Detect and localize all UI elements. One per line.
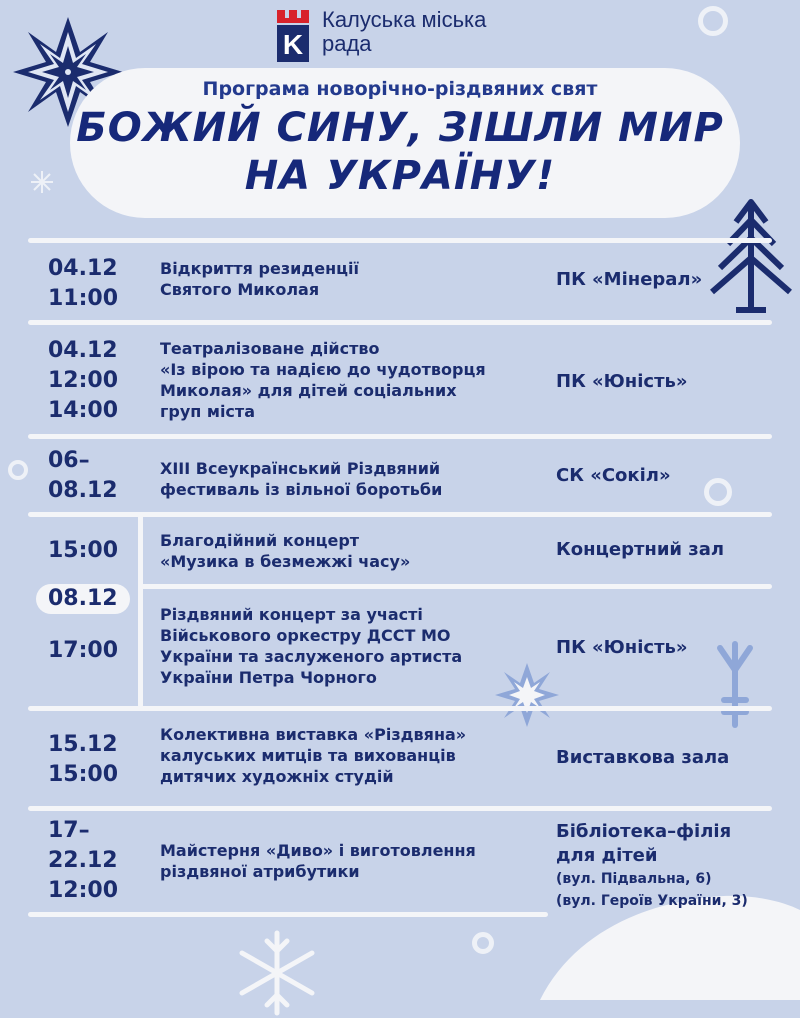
event-description — [160, 840, 476, 882]
text-line: різдвяної атрибутики — [160, 862, 360, 881]
text-line: 06– — [48, 448, 90, 473]
event-venue — [556, 538, 724, 562]
text-line: для дітей — [556, 845, 658, 866]
text-line: Миколая» для дітей соціальних — [160, 381, 457, 400]
event-venue — [556, 464, 671, 488]
text-line: 22.12 — [48, 848, 118, 873]
text-line: Святого Миколая — [160, 280, 320, 299]
event-venue — [556, 636, 688, 660]
event-description — [160, 604, 462, 688]
event-description — [160, 258, 359, 300]
logo-letter: K — [282, 29, 304, 60]
text-line: 15:00 — [48, 762, 119, 787]
title-line-1: БОЖИЙ СИНУ, ЗІШЛИ МИР — [76, 105, 724, 151]
text-line: фестиваль із вільної боротьби — [160, 480, 443, 499]
row-divider — [28, 434, 772, 439]
column-divider — [138, 512, 143, 708]
row-divider — [28, 238, 772, 243]
row-divider — [28, 320, 772, 325]
ring-ornament-icon — [698, 6, 728, 36]
event-date — [48, 446, 118, 506]
title-line-2: НА УКРАЇНУ! — [244, 153, 556, 199]
event-description — [160, 338, 486, 422]
event-description — [160, 724, 466, 787]
text-line: Майстерня «Диво» і виготовлення — [160, 841, 476, 860]
ring-ornament-icon — [472, 932, 494, 954]
text-line: Військового оркестру ДССТ МО — [160, 626, 451, 645]
text-line: Благодійний концерт — [160, 531, 360, 550]
event-time — [48, 536, 118, 566]
text-line: 17– — [48, 818, 90, 843]
text-line: 12:00 — [48, 878, 119, 903]
page-title — [0, 104, 800, 200]
christmas-tree-icon — [706, 192, 796, 320]
ring-ornament-icon — [704, 478, 732, 506]
text-line: 04.12 — [48, 338, 118, 363]
page-subtitle: Програма новорічно-різдвяних свят — [202, 78, 598, 100]
text-line: XIII Всеукраїнський Різдвяний — [160, 459, 441, 478]
text-line: України Петра Чорного — [160, 668, 377, 687]
org-line-2: рада — [322, 31, 372, 56]
snowflake-icon — [232, 928, 322, 1018]
shared-date-badge — [36, 584, 130, 614]
text-line: СК «Сокіл» — [556, 465, 671, 486]
event-venue — [556, 746, 729, 770]
text-line: дитячих художніх студій — [160, 767, 394, 786]
text-line: Концертний зал — [556, 539, 725, 560]
star-ornament-icon — [492, 660, 562, 730]
row-divider — [140, 584, 772, 589]
org-line-1: Калуська міська — [322, 7, 487, 32]
city-council-logo — [275, 8, 311, 64]
row-divider — [28, 806, 772, 811]
event-date — [48, 730, 118, 790]
wheat-ornament-icon — [710, 640, 760, 730]
text-line: 04.12 — [48, 256, 118, 281]
event-venue — [556, 370, 688, 394]
event-venue — [556, 820, 748, 912]
text-line: Виставкова зала — [556, 747, 730, 768]
text-line: «Із вірою та надією до чудотворця — [160, 360, 486, 379]
text-line: України та заслуженого артиста — [160, 647, 463, 666]
event-date — [48, 336, 118, 426]
event-description — [160, 530, 410, 572]
text-line: ПК «Мінерал» — [556, 269, 703, 290]
text-line: 14:00 — [48, 398, 119, 423]
text-line: 11:00 — [48, 286, 119, 311]
city-council-name — [322, 8, 486, 56]
text-line: груп міста — [160, 402, 255, 421]
text-line: 08.12 — [48, 478, 118, 503]
text-line: (вул. Підвальна, 6) — [556, 871, 712, 887]
text-line: калуських митців та вихованців — [160, 746, 456, 765]
text-line: ПК «Юність» — [556, 637, 688, 658]
text-line: Колективна виставка «Різдвяна» — [160, 725, 467, 744]
text-line: Різдвяний концерт за участі — [160, 605, 423, 624]
text-line: Відкриття резиденції — [160, 259, 359, 278]
event-venue — [556, 268, 702, 292]
text-line: Бібліотека–філія — [556, 821, 732, 842]
event-time — [48, 636, 118, 666]
text-line: 17:00 — [48, 638, 119, 663]
ring-ornament-icon — [8, 460, 28, 480]
text-line: (вул. Героїв України, 3) — [556, 893, 748, 909]
row-divider — [28, 706, 772, 711]
event-date — [48, 254, 118, 314]
text-line: 15.12 — [48, 732, 118, 757]
text-line: ПК «Юність» — [556, 371, 688, 392]
event-description — [160, 458, 442, 500]
row-divider — [28, 912, 548, 917]
text-line: 15:00 — [48, 538, 119, 563]
text-line: 12:00 — [48, 368, 119, 393]
event-date — [48, 816, 118, 906]
text-line: 08.12 — [48, 586, 118, 611]
text-line: Театралізоване дійство — [160, 339, 380, 358]
text-line: «Музика в безмежжі часу» — [160, 552, 411, 571]
